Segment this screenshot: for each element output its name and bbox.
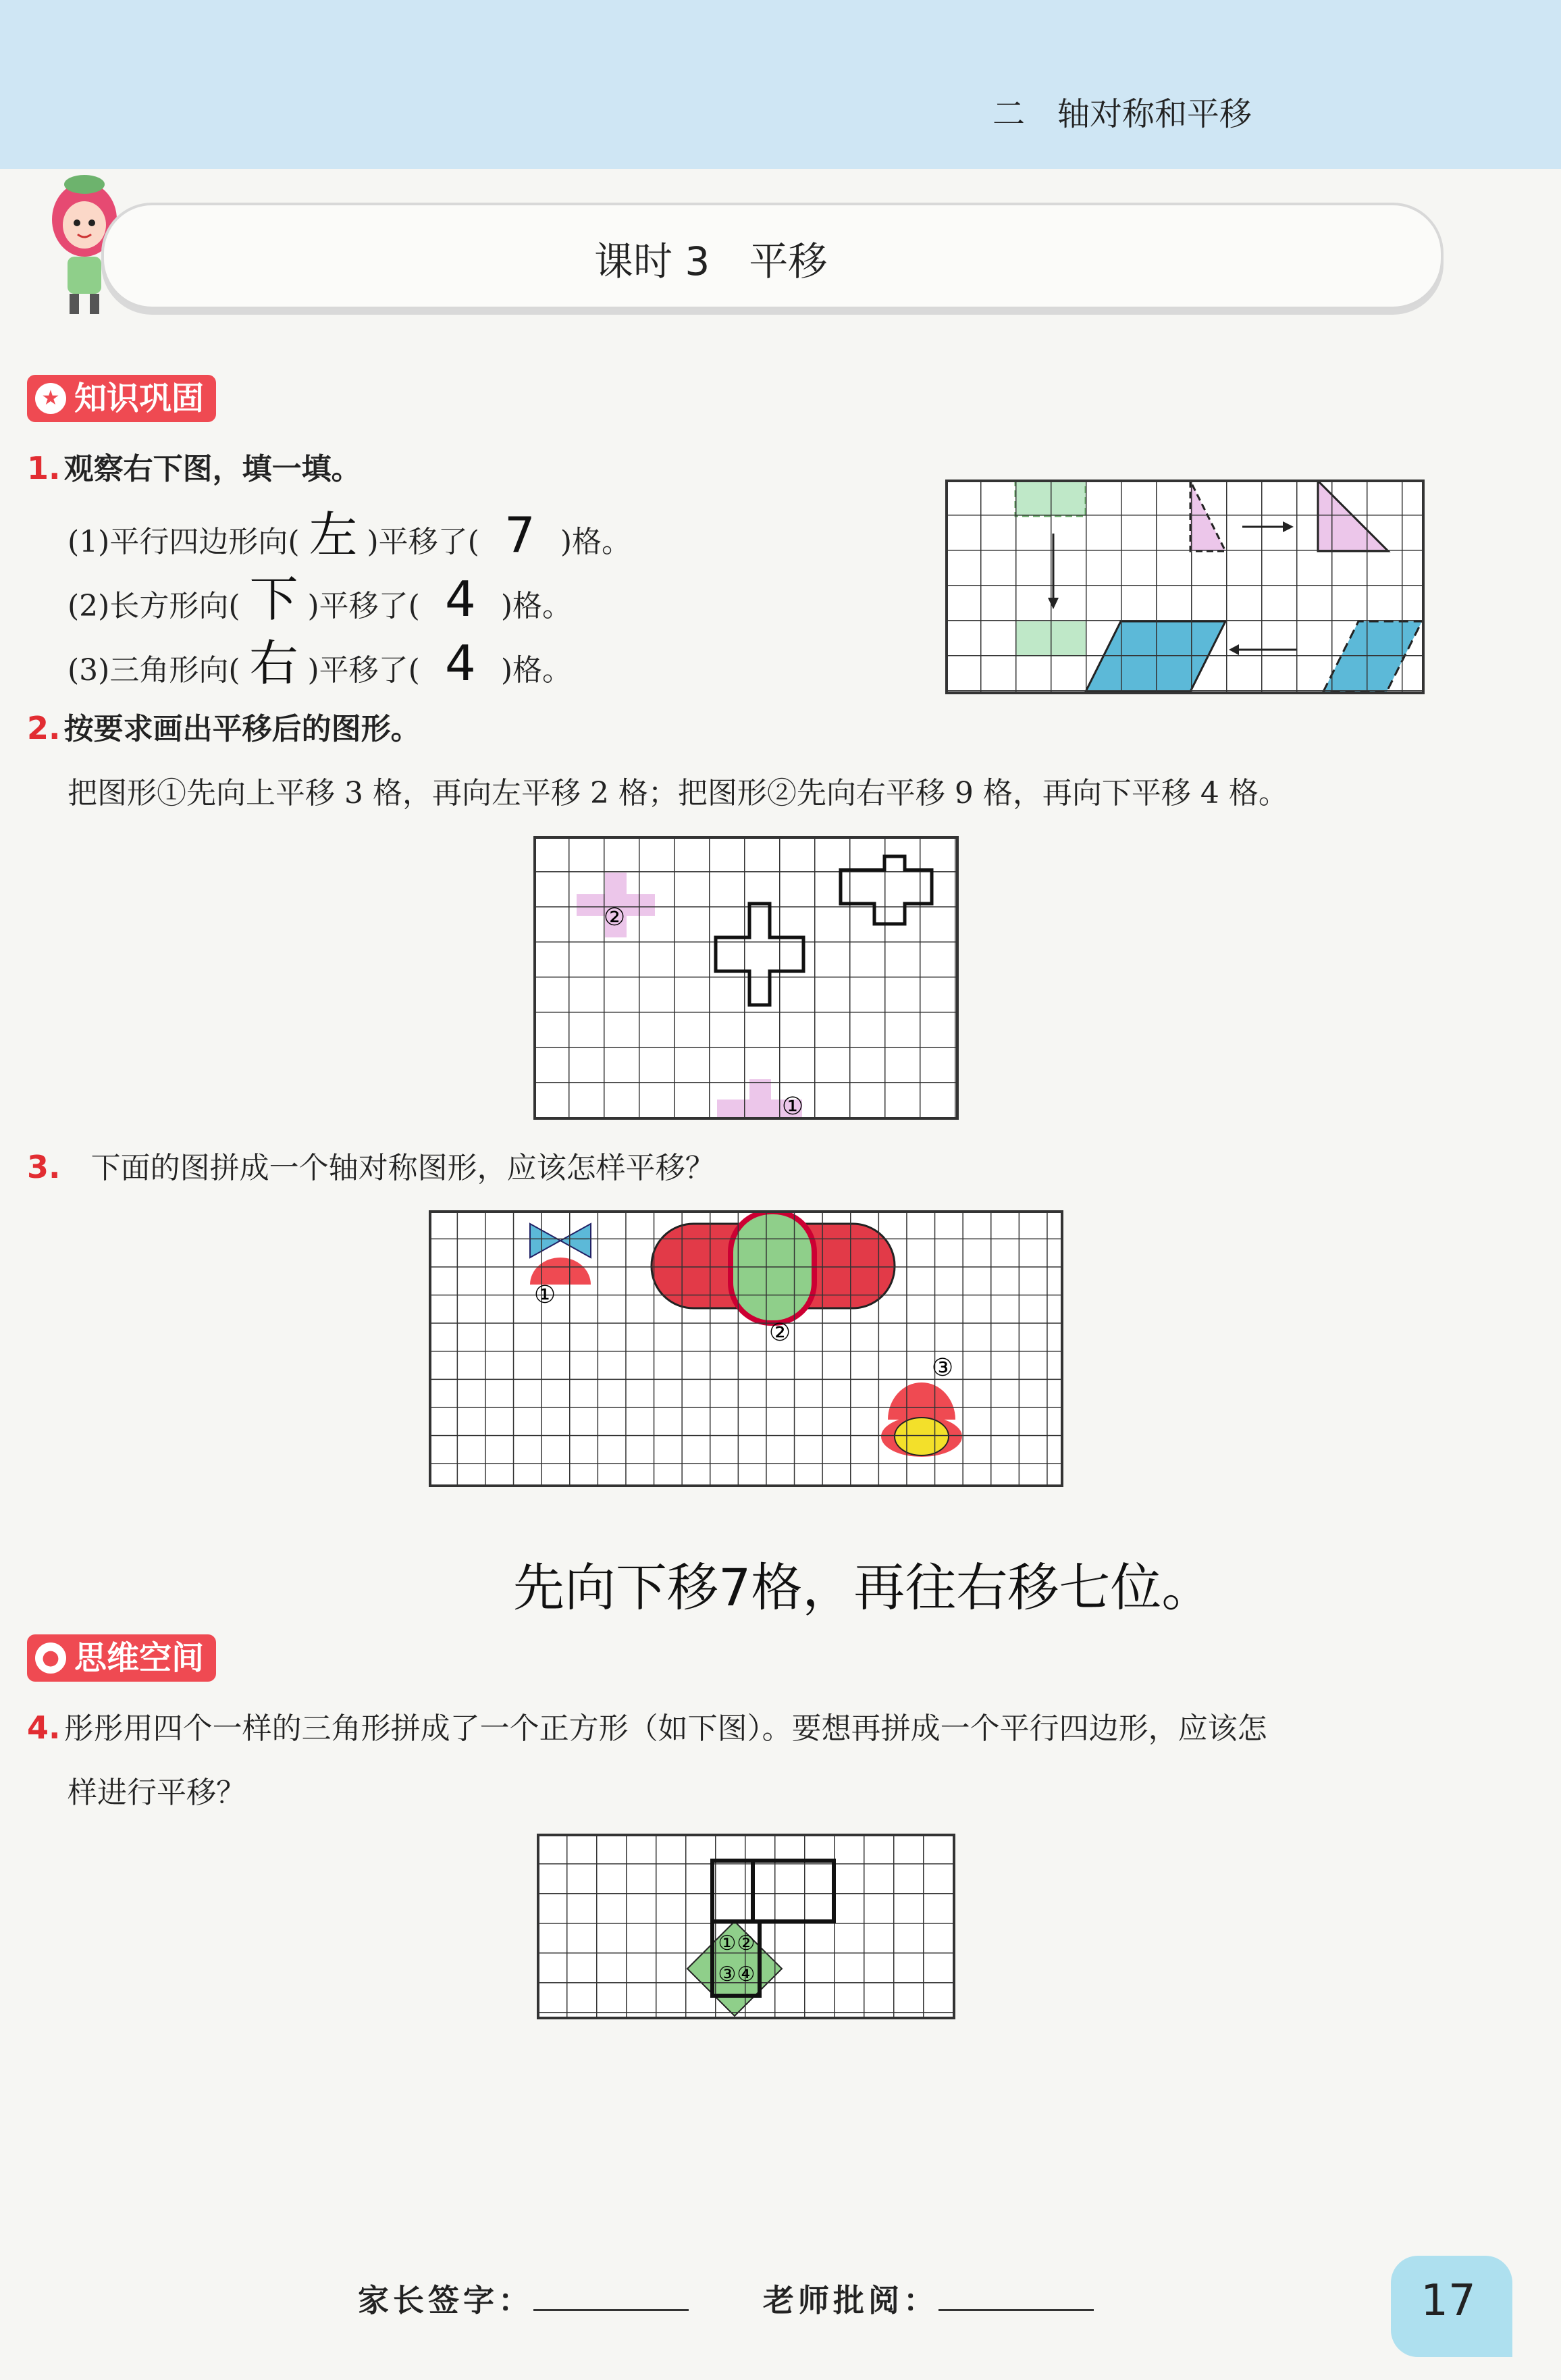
q4-grid-figure xyxy=(537,1834,955,2022)
pin-icon: ● xyxy=(35,1642,66,1674)
q1-heading xyxy=(27,449,361,490)
q4-label-1: ① xyxy=(718,1932,737,1955)
q2-label-2: ② xyxy=(603,904,626,931)
chapter-title: 二 轴对称和平移 xyxy=(993,95,1252,133)
q1-item-text: )格。 xyxy=(500,589,573,623)
header-band xyxy=(0,0,1561,169)
q2-instruction: 把图形①先向上平移 3 格，再向左平移 2 格；把图形②先向右平移 9 格，再向下平移 4 格。 xyxy=(68,776,1288,810)
parent-sign-label: 家长签字： xyxy=(358,2282,533,2319)
q4-heading xyxy=(27,1709,1512,1749)
section-knowledge-tag xyxy=(27,375,216,422)
q3-number: 3. xyxy=(27,1149,61,1185)
q3-heading xyxy=(27,1148,715,1189)
q3-label-3: ③ xyxy=(931,1354,954,1382)
q1-item-text: (3)三角形向( xyxy=(68,653,240,688)
q1-answer-count: 7 xyxy=(504,507,535,563)
q1-item-text: )平移了( xyxy=(307,589,420,623)
q4-number: 4. xyxy=(27,1709,61,1746)
section-thinking-tag xyxy=(27,1634,216,1682)
q4-label-3: ③ xyxy=(718,1963,737,1986)
q1-item-text: )平移了( xyxy=(367,525,479,559)
q4-prompt-line2: 样进行平移？ xyxy=(68,1776,246,1810)
q3-handwritten-answer: 先向下移7格，再往右移七位。 xyxy=(513,1557,1213,1618)
q1-answer-direction: 下 xyxy=(249,571,298,627)
lesson-title: 课时 3 平移 xyxy=(594,238,828,284)
q1-answer-direction: 右 xyxy=(249,635,298,692)
q1-item-3 xyxy=(68,635,573,692)
section-thinking-label: 思维空间 xyxy=(74,1639,205,1677)
teacher-review-line[interactable] xyxy=(938,2282,1094,2311)
q1-item-text: )平移了( xyxy=(307,653,420,688)
page-number-badge xyxy=(1391,2256,1512,2357)
q1-prompt: 观察右下图，填一填。 xyxy=(63,452,361,486)
q2-label-1: ① xyxy=(781,1093,804,1120)
q3-grid-figure xyxy=(429,1210,1063,1490)
q1-number: 1. xyxy=(27,450,61,486)
q1-item-text: (1)平行四边形向( xyxy=(68,525,300,559)
page-number: 17 xyxy=(1421,2276,1476,2326)
q4-label-2: ② xyxy=(737,1932,756,1955)
q1-item-1 xyxy=(68,507,632,563)
q1-answer-direction: 左 xyxy=(309,507,358,563)
q1-grid-figure xyxy=(945,480,1425,698)
q1-item-text: (2)长方形向( xyxy=(68,589,240,623)
q3-label-1: ① xyxy=(533,1281,556,1309)
q4-label-4: ④ xyxy=(737,1963,756,1986)
q3-prompt: 下面的图拼成一个轴对称图形，应该怎样平移？ xyxy=(90,1151,715,1185)
q2-grid-figure xyxy=(533,836,959,1122)
q1-item-text: )格。 xyxy=(500,653,573,688)
q1-item-text: )格。 xyxy=(560,525,632,559)
q4-prompt-line1: 彤彤用四个一样的三角形拼成了一个正方形（如下图）。要想再拼成一个平行四边形，应该怎 xyxy=(63,1711,1267,1746)
q2-number: 2. xyxy=(27,710,61,746)
q1-item-2 xyxy=(68,571,573,627)
parent-signature xyxy=(358,2276,689,2321)
star-icon: ★ xyxy=(35,383,66,414)
q2-heading xyxy=(27,709,421,750)
q3-label-2: ② xyxy=(768,1319,791,1347)
q2-prompt: 按要求画出平移后的图形。 xyxy=(63,712,421,746)
q1-answer-count: 4 xyxy=(444,635,476,692)
teacher-review-label: 老师批阅： xyxy=(763,2282,938,2319)
q1-answer-count: 4 xyxy=(444,571,476,627)
parent-sign-line[interactable] xyxy=(533,2282,689,2311)
section-knowledge-label: 知识巩固 xyxy=(74,380,205,417)
teacher-review xyxy=(763,2276,1094,2321)
